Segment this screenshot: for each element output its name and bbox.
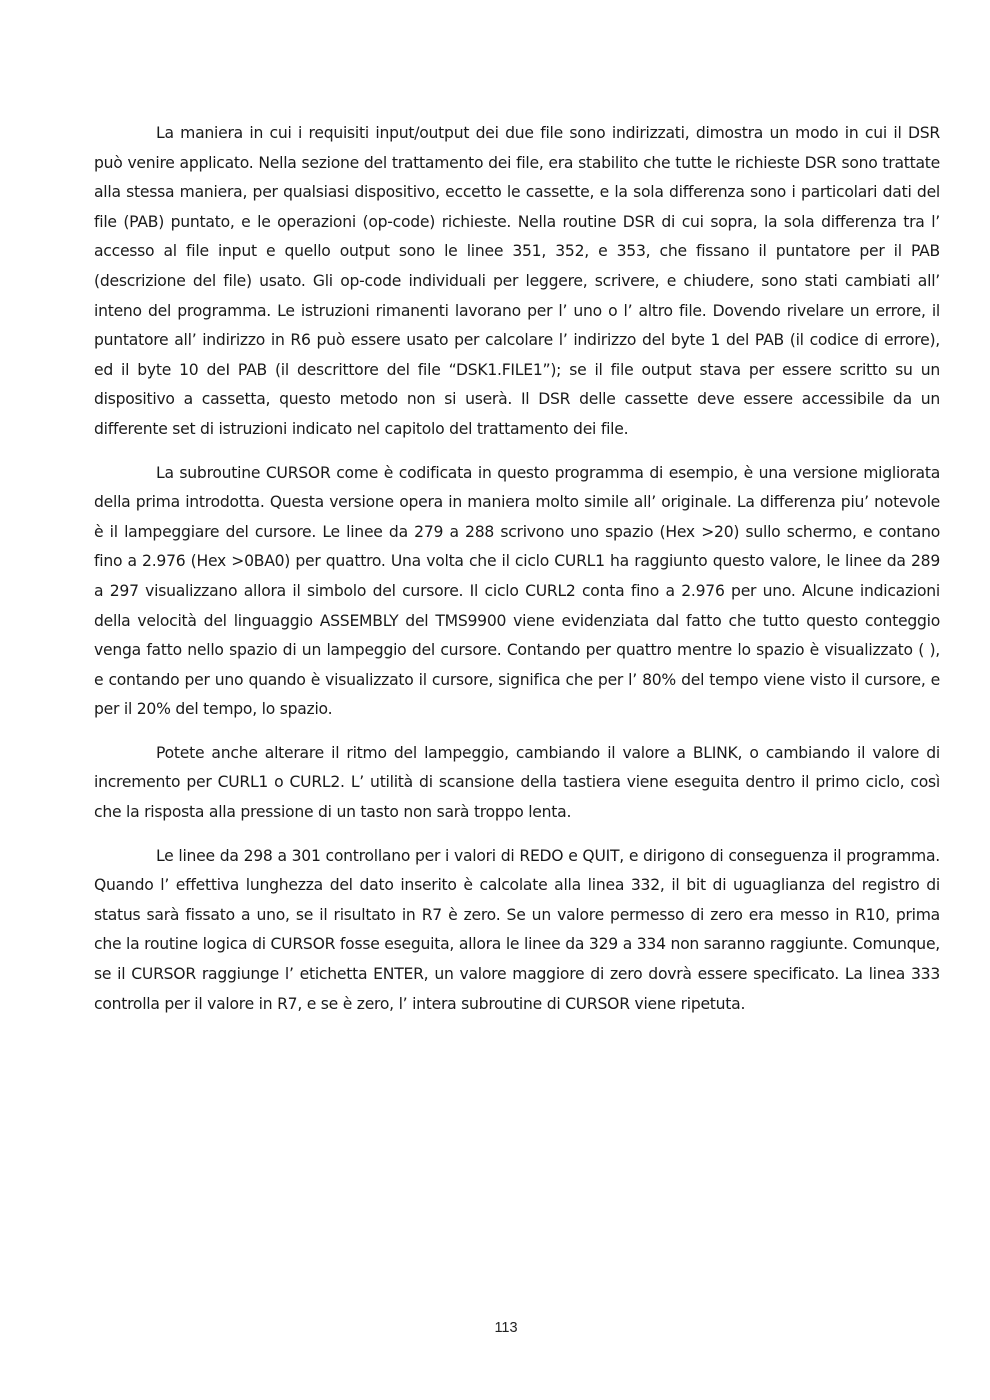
paragraph-blink-rate: Potete anche alterare il ritmo del lampeggio, cambiando il valore a BLINK, o cambiando il valore di incremento per CURL1 o CURL2. L’ utilità di scansione della tastiera viene eseguita dentro il primo ciclo, così che la risposta alla pressione di un tasto non sarà troppo lenta. [94,743,940,822]
paragraph-dsr: La maniera in cui i requisiti input/output dei due file sono indirizzati, dimostra un modo in cui il DSR può venire applicato. Nella sezione del trattamento dei file, era stabilito che tutte le richieste DSR sono trattate alla stessa maniera, per qualsiasi dispositivo, eccetto le cassette, e la sola differenza sono i particolari dati del file (PAB) puntato, e le operazioni (op-code) richieste. Nella routine DSR di cui sopra, la sola differenza tra l’ accesso al file input e quello output sono le linee 351, 352, e 353, che fissano il puntatore per il PAB (descrizione del file) usato. Gli op-code individuali per leggere, scrivere, e chiudere, sono stati cambiati all’ inteno del programma. Le istruzioni rimanenti lavorano per l’ uno o l’ altro file. Dovendo rivelare un errore, il puntatore all’ indirizzo in R6 può essere usato per calcolare l’ indirizzo del byte 1 del PAB (il codice di errore), ed il byte 10 deI PAB (il descrittore del file “DSK1.FILE1”); se il file output stava per essere scritto su un dispositivo a cassetta, questo metodo non si userà. Il DSR delle cassette deve essere accessibile da un differente set di istruzioni indicato nel capitolo del trattamento dei file. [94,124,940,438]
paragraph-redo-quit: Le linee da 298 a 301 controllano per i valori di REDO e QUIT, e dirigono di conseguenza il programma. Quando l’ effettiva lunghezza del dato inserito è calcolate alla linea 332, il bit di uguaglianza del registro di status sarà fissato a uno, se il risultato in R7 è zero. Se un valore permesso di zero era messo in R10, prima che la routine logica di CURSOR fosse eseguita, allora le linee da 329 a 334 non saranno raggiunte. Comunque, se il CURSOR raggiunge l’ etichetta ENTER, un valore maggiore di zero dovrà essere specificato. La linea 333 controlla per il valore in R7, e se è zero, l’ intera subroutine di CURSOR viene ripetuta. [94,846,940,1013]
page-body [94,119,940,1033]
paragraph-cursor-subroutine: La subroutine CURSOR come è codificata in questo programma di esempio, è una versione migliorata della prima introdotta. Questa versione opera in maniera molto simile all’ originale. La differenza piu’ notevole è il lampeggiare del cursore. Le linee da 279 a 288 scrivono uno spazio (Hex >20) sullo schermo, e contano fino a 2.976 (Hex >0BA0) per quattro. Una volta che il ciclo CURL1 ha raggiunto questo valore, le linee da 289 a 297 visualizzano allora il simbolo del cursore. Il ciclo CURL2 conta fino a 2.976 per uno. Alcune indicazioni della velocità del linguaggio ASSEMBLY del TMS9900 viene evidenziata dal fatto che tutto questo conteggio venga fatto nello spazio di un lampeggio del cursore. Contando per quattro mentre lo spazio è visualizzato ( ), e contando per uno quando è visualizzato il cursore, significa che per l’ 80% del tempo viene visto il cursore, e per il 20% del tempo, lo spazio. [94,463,940,719]
page-number: 113 [494,1320,518,1336]
